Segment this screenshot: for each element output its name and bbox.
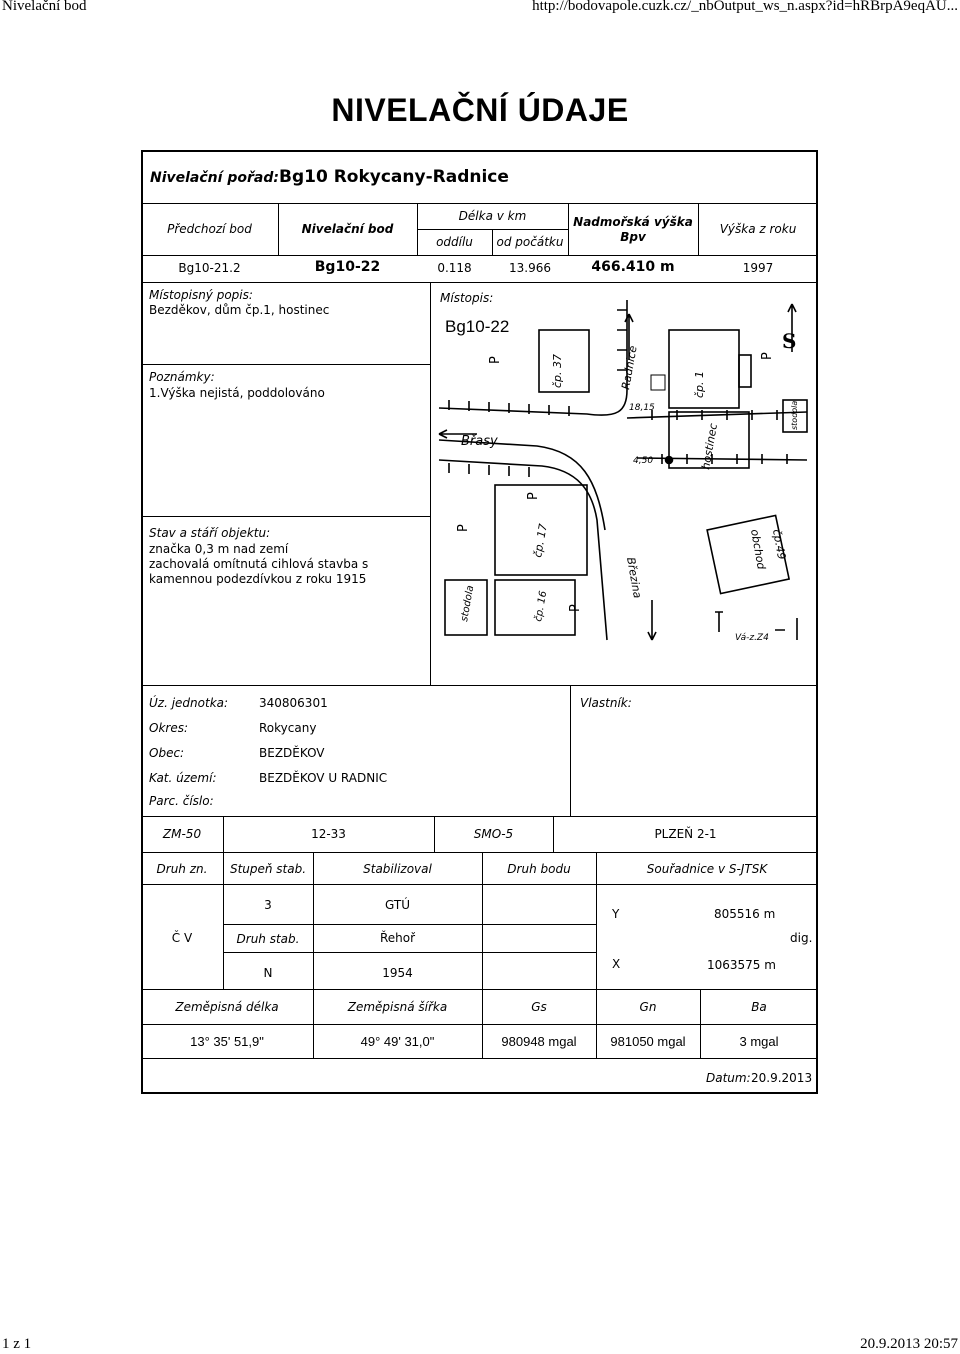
value-gn: 981050 mgal (610, 1034, 686, 1049)
divider (141, 852, 818, 853)
divider (141, 1024, 818, 1025)
sketch-label-stodola: stodola (459, 584, 477, 623)
header-druh-bodu: Druh bodu (507, 862, 571, 876)
divider (223, 924, 596, 925)
divider (141, 884, 818, 885)
header-nadmorska: Nadmořská výška (573, 215, 693, 229)
header-bpv: Bpv (620, 230, 646, 244)
value-predchozi: Bg10-21.2 (178, 261, 241, 275)
divider (141, 364, 430, 365)
sketch-label-hostinec: hostinec (699, 422, 721, 471)
datum-value: 20.9.2013 (751, 1071, 813, 1085)
value-rok: 1997 (742, 261, 774, 275)
value-druh-zn: Č V (171, 931, 193, 945)
header-gn: Gn (639, 1000, 657, 1014)
value-zemepisna-sirka: 49° 49' 31,0" (360, 1034, 435, 1049)
header-nivelacni: Nivelační bod (301, 222, 394, 236)
divider (141, 816, 818, 817)
stav-line: kamennou podezdívkou z roku 1915 (149, 572, 367, 586)
benchmark-marker-icon (666, 457, 673, 464)
y-label: Y (612, 907, 620, 921)
north-label: S (782, 329, 797, 353)
uz-jednotka-label: Úz. jednotka: (149, 696, 229, 710)
divider (141, 255, 818, 256)
obec-value: BEZDĚKOV (259, 746, 325, 760)
poznamky-label: Poznámky: (149, 370, 215, 384)
arrow-brezina-icon (648, 600, 656, 640)
value-od-pocatku: 13.966 (509, 261, 551, 275)
smo-label: SMO-5 (473, 827, 514, 841)
sketch-label-cp49: čp.49 (770, 528, 789, 561)
y-value: 805516 m (714, 907, 776, 921)
value-stabilizoval-name: Řehoř (379, 931, 416, 945)
sketch-signature: Vá-z.Z4 (735, 633, 769, 642)
kat-uzemi-value: BEZDĚKOV U RADNIC (259, 771, 388, 785)
value-rok-stab: 1954 (382, 966, 413, 980)
sketch-label-cp16: čp. 16 (533, 590, 550, 623)
page-title: NIVELAČNÍ ÚDAJE (331, 92, 629, 128)
poznamky-value: 1.Výška nejistá, poddolováno (149, 386, 325, 400)
value-nivelacni: Bg10-22 (314, 259, 381, 275)
sketch-label-elev-450: 4,50 (633, 456, 654, 466)
stav-line: značka 0,3 m nad zemí (149, 542, 289, 556)
sketch-label-brezina: Březina (624, 556, 645, 600)
datum-label: Datum: (706, 1071, 751, 1085)
divider (570, 685, 571, 816)
zm-label: ZM-50 (162, 827, 202, 841)
print-header-url[interactable]: http://bodovapole.cuzk.cz/_nbOutput_ws_n.aspx?id=hRBrpA9eqAU... (532, 0, 958, 14)
divider (568, 203, 569, 255)
kat-uzemi-label: Kat. území: (149, 771, 217, 785)
divider (430, 282, 431, 685)
sketch-label-radnice: Radnice (619, 344, 640, 391)
location-sketch (437, 300, 810, 642)
sketch-title: Bg10-22 (445, 317, 510, 336)
value-stabilizoval-org: GTÚ (385, 898, 410, 912)
value-stupen-stab: 3 (264, 898, 272, 912)
header-zemepisna-sirka: Zeměpisná šířka (347, 1000, 448, 1014)
obec-label: Obec: (149, 746, 185, 760)
stav-label: Stav a stáří objektu: (149, 526, 271, 540)
svg-text:P: P (456, 524, 471, 532)
okres-label: Okres: (149, 721, 189, 735)
divider (141, 685, 818, 686)
zm-value: 12-33 (311, 827, 346, 841)
dig-label: dig. (790, 931, 813, 945)
header-od-pocatku: od počátku (496, 235, 564, 249)
header-stupen-stab: Stupeň stab. (229, 862, 307, 876)
smo-value: PLZEŇ 2-1 (654, 827, 717, 841)
header-stabilizoval: Stabilizoval (363, 862, 432, 876)
header-gs: Gs (531, 1000, 547, 1014)
svg-text:P: P (568, 604, 583, 612)
druh-stab-label: Druh stab. (236, 932, 300, 946)
value-ba: 3 mgal (739, 1034, 779, 1049)
x-value: 1063575 m (707, 958, 776, 972)
value-zemepisna-delka: 13° 35' 51,9" (190, 1034, 264, 1049)
parc-cislo-label: Parc. číslo: (149, 794, 214, 808)
value-druh-stab: N (263, 966, 273, 980)
header-zemepisna-delka: Zeměpisná délka (175, 1000, 279, 1014)
header-vyska-z-roku: Výška z roku (719, 222, 797, 236)
mistopisny-popis-value: Bezděkov, dům čp.1, hostinec (149, 303, 330, 317)
divider (141, 282, 818, 283)
svg-text:P: P (488, 356, 503, 364)
value-oddilu: 0.118 (437, 261, 472, 275)
svg-text:P: P (760, 352, 775, 360)
vlastnik-label: Vlastník: (580, 696, 632, 710)
print-footer-datetime: 20.9.2013 20:57 (860, 1336, 958, 1352)
divider (141, 203, 818, 204)
sketch-label-cp17: čp. 17 (531, 522, 550, 559)
divider (141, 1058, 818, 1059)
header-predchozi: Předchozí bod (167, 222, 252, 236)
porad-label: Nivelační pořad: (150, 170, 279, 186)
divider (141, 516, 430, 517)
mistopisny-popis-label: Místopisný popis: (149, 288, 253, 302)
divider (141, 989, 818, 990)
stav-line: zachovalá omítnutá cihlová stavba s (149, 557, 369, 571)
divider (223, 952, 596, 953)
sketch-label-cp1: čp. 1 (693, 370, 706, 398)
porad-value: Bg10 Rokycany-Radnice (279, 167, 509, 187)
header-oddilu: oddílu (436, 235, 473, 249)
header-souradnice: Souřadnice v S-JTSK (646, 862, 768, 876)
header-druh-zn: Druh zn. (156, 862, 208, 876)
value-gs: 980948 mgal (501, 1034, 577, 1049)
sketch-label-obchod: obchod (748, 528, 768, 571)
svg-text:P: P (526, 492, 541, 500)
okres-value: Rokycany (259, 721, 317, 735)
print-header-title: Nivelační bod (2, 0, 87, 14)
x-label: X (612, 957, 621, 971)
sketch-label-brasy: Břasy (461, 434, 498, 449)
sketch-label-stodola: stodola (790, 400, 799, 430)
header-ba: Ba (751, 1000, 767, 1014)
sketch-label-cp37: čp. 37 (551, 353, 564, 388)
mistopis-label: Místopis: (440, 291, 494, 305)
sketch-label-elev-1815: 18,15 (629, 403, 655, 413)
header-delka: Délka v km (458, 209, 527, 223)
value-nadmorska: 466.410 m (591, 259, 675, 275)
uz-jednotka-value: 340806301 (259, 696, 328, 710)
print-footer-page-count: 1 z 1 (2, 1336, 32, 1352)
